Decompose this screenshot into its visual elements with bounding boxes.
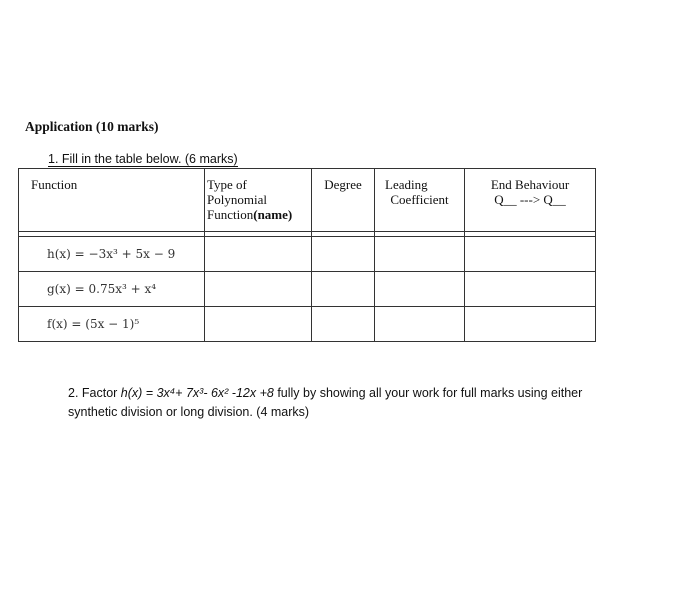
question-2-text: 2. Factor h(x) = 3x⁴+ 7x³- 6x² -12x +8 fully by showing all your work for full marks using either synthetic division or long division. (4 marks) xyxy=(68,386,583,419)
question-1-text: 1. Fill in the table below. (6 marks) xyxy=(48,152,238,166)
answer-cell-end-behaviour[interactable] xyxy=(465,272,596,307)
table-header-row xyxy=(19,169,596,232)
header-leading-coefficient: Leading Coefficient xyxy=(375,169,465,232)
answer-cell-end-behaviour[interactable] xyxy=(465,237,596,272)
answer-cell-degree[interactable] xyxy=(312,307,375,342)
answer-cell-type[interactable] xyxy=(205,307,312,342)
answer-cell-degree[interactable] xyxy=(312,237,375,272)
header-type-of-polynomial xyxy=(205,169,312,232)
question-2-expression: h(x) = 3x⁴+ 7x³- 6x² -12x +8 xyxy=(120,386,274,400)
function-cell: h(x) = −3x³ + 5x − 9 xyxy=(19,237,205,272)
answer-cell-leading-coefficient[interactable] xyxy=(375,272,465,307)
answer-cell-leading-coefficient[interactable] xyxy=(375,307,465,342)
answer-cell-leading-coefficient[interactable] xyxy=(375,237,465,272)
answer-cell-degree[interactable] xyxy=(312,272,375,307)
table-row xyxy=(19,307,596,342)
function-cell: f(x) = (5x − 1)⁵ xyxy=(19,307,205,342)
header-type-line1: Type of xyxy=(207,177,247,192)
header-type-line3: Function(name) xyxy=(207,207,293,222)
section-heading: Application (10 marks) xyxy=(25,119,159,134)
table-row xyxy=(19,237,596,272)
answer-cell-type[interactable] xyxy=(205,272,312,307)
answer-table xyxy=(18,168,596,342)
table-row xyxy=(19,272,596,307)
answer-cell-end-behaviour[interactable] xyxy=(465,307,596,342)
header-degree: Degree xyxy=(312,169,375,232)
header-type-line2: Polynomial xyxy=(207,192,267,207)
header-end-behaviour: End Behaviour Q__ ---> Q__ xyxy=(465,169,596,232)
header-function: Function xyxy=(19,169,205,232)
answer-cell-type[interactable] xyxy=(205,237,312,272)
function-cell: g(x) = 0.75x³ + x⁴ xyxy=(19,272,205,307)
